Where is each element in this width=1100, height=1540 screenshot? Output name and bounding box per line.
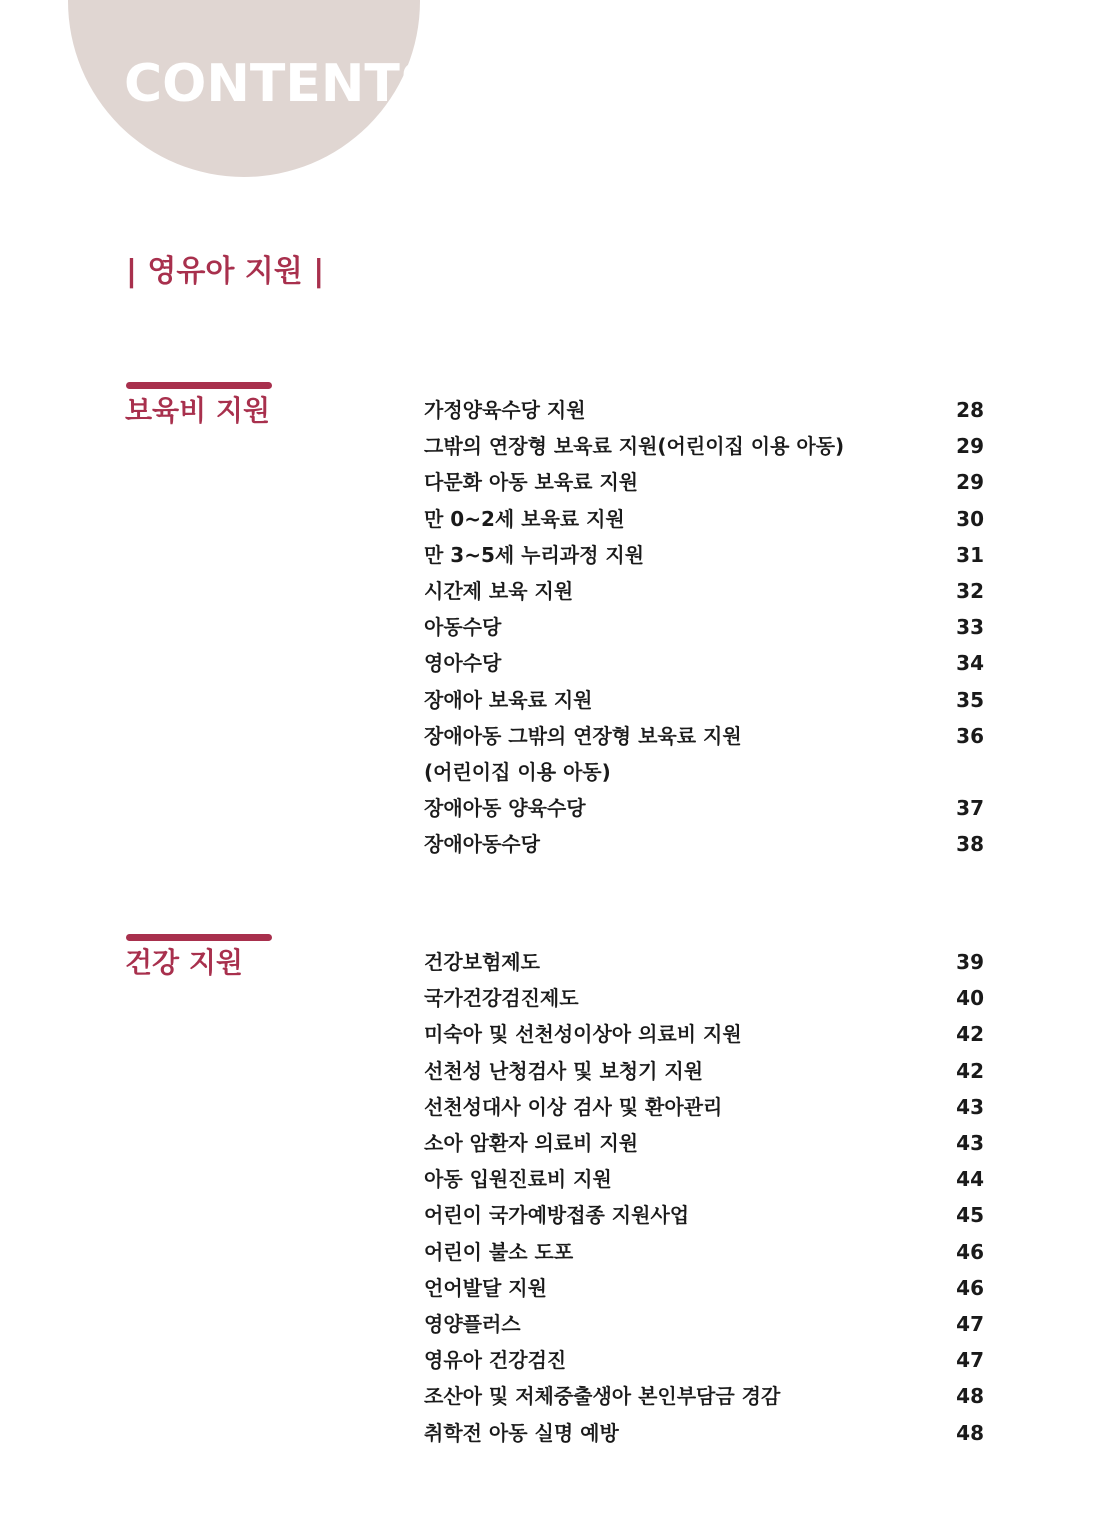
toc-entry[interactable] (424, 645, 984, 681)
toc-entry[interactable] (424, 1125, 984, 1161)
toc-entry-page-number: 34 (956, 651, 984, 676)
toc-entry-label: 장애아 보육료 지원 (424, 687, 593, 712)
toc-entry-label: 소아 암환자 의료비 지원 (424, 1131, 639, 1156)
toc-entry-page-number: 36 (956, 723, 984, 748)
toc-entry-label: 건강보험제도 (424, 950, 540, 974)
toc-entry[interactable] (424, 980, 984, 1016)
toc-entry[interactable] (424, 1016, 984, 1052)
toc-entry-label: 장애아동 양육수당 (424, 796, 586, 821)
toc-list (424, 944, 984, 1451)
toc-entry-label: 조산아 및 저체중출생아 본인부담금 경감 (424, 1384, 781, 1409)
toc-entry[interactable] (424, 1161, 984, 1197)
toc-entry[interactable] (424, 1270, 984, 1306)
toc-entry[interactable] (424, 682, 984, 718)
toc-entry-page-number: 44 (956, 1167, 984, 1192)
toc-entry[interactable] (424, 501, 984, 537)
toc-entry-page-number: 40 (956, 986, 984, 1011)
toc-entry-page-number: 29 (956, 470, 984, 495)
toc-entry[interactable] (424, 428, 984, 464)
toc-entry[interactable] (424, 1053, 984, 1089)
toc-entry[interactable] (424, 1342, 984, 1378)
toc-entry[interactable] (424, 1197, 984, 1233)
toc-entry[interactable] (424, 790, 984, 826)
toc-entry[interactable] (424, 718, 984, 790)
toc-entry-page-number: 30 (956, 506, 984, 531)
toc-entry-label: 아동 입원진료비 지원 (424, 1167, 612, 1192)
toc-entry[interactable] (424, 464, 984, 500)
toc-entry-label: 만 3~5세 누리과정 지원 (424, 542, 645, 567)
toc-entry-label: 다문화 아동 보육료 지원 (424, 470, 639, 495)
toc-entry[interactable] (424, 1089, 984, 1125)
section-bar (126, 934, 272, 941)
toc-entry-label: 국가건강검진제도 (424, 986, 579, 1011)
toc-entry-label: 그밖의 연장형 보육료 지원(어린이집 이용 아동) (424, 434, 845, 459)
section-title: 건강 지원 (125, 946, 243, 979)
toc-entry-label: 선천성 난청검사 및 보청기 지원 (424, 1058, 704, 1083)
toc-entry-label: 어린이 불소 도포 (424, 1239, 574, 1264)
toc-entry-label: 어린이 국가예방접종 지원사업 (424, 1203, 690, 1228)
toc-entry-label: 영유아 건강검진 (424, 1348, 567, 1373)
toc-list (424, 392, 984, 863)
part-title: | 영유아 지원 | (126, 254, 325, 289)
toc-entry[interactable] (424, 1378, 984, 1414)
toc-entry-page-number: 42 (956, 1022, 984, 1047)
toc-entry-page-number: 31 (956, 542, 984, 567)
section-bar (126, 382, 272, 389)
toc-entry-page-number: 32 (956, 579, 984, 604)
toc-entry-page-number: 35 (956, 687, 984, 712)
toc-entry-label: 취학전 아동 실명 예방 (424, 1420, 619, 1445)
toc-entry-page-number: 38 (956, 832, 984, 857)
contents-title: CONTENTS (124, 54, 438, 114)
toc-entry-page-number: 45 (956, 1203, 984, 1228)
toc-entry[interactable] (424, 573, 984, 609)
toc-entry-page-number: 47 (956, 1312, 984, 1337)
toc-entry[interactable] (424, 826, 984, 862)
toc-entry-label: 언어발달 지원 (424, 1275, 547, 1300)
toc-entry-label: 장애아동 그밖의 연장형 보육료 지원 (어린이집 이용 아동) (424, 723, 742, 785)
toc-entry-page-number: 43 (956, 1131, 984, 1156)
toc-entry-label: 선천성대사 이상 검사 및 환아관리 (424, 1094, 723, 1119)
toc-entry-page-number: 39 (956, 950, 984, 974)
toc-entry-label: 시간제 보육 지원 (424, 579, 574, 604)
toc-entry-label: 미숙아 및 선천성이상아 의료비 지원 (424, 1022, 742, 1047)
toc-entry-page-number: 43 (956, 1094, 984, 1119)
toc-entry-label: 만 0~2세 보육료 지원 (424, 506, 625, 531)
toc-entry-page-number: 47 (956, 1348, 984, 1373)
toc-entry-page-number: 29 (956, 434, 984, 459)
section-title: 보육비 지원 (125, 394, 270, 427)
toc-entry[interactable] (424, 392, 984, 428)
toc-entry[interactable] (424, 944, 984, 980)
toc-entry-label: 아동수당 (424, 615, 502, 640)
toc-entry[interactable] (424, 1234, 984, 1270)
toc-entry[interactable] (424, 537, 984, 573)
toc-entry[interactable] (424, 1415, 984, 1451)
toc-entry-label: 장애아동수당 (424, 832, 540, 857)
toc-entry-page-number: 46 (956, 1239, 984, 1264)
toc-entry-label: 영아수당 (424, 651, 502, 676)
toc-entry-page-number: 48 (956, 1420, 984, 1445)
toc-entry-page-number: 28 (956, 398, 984, 422)
toc-entry[interactable] (424, 1306, 984, 1342)
toc-entry-label: 가정양육수당 지원 (424, 398, 586, 422)
toc-entry-page-number: 42 (956, 1058, 984, 1083)
toc-entry-page-number: 48 (956, 1384, 984, 1409)
toc-entry-page-number: 33 (956, 615, 984, 640)
toc-entry-label: 영양플러스 (424, 1312, 521, 1337)
toc-entry-page-number: 46 (956, 1275, 984, 1300)
toc-entry[interactable] (424, 609, 984, 645)
toc-entry-page-number: 37 (956, 796, 984, 821)
